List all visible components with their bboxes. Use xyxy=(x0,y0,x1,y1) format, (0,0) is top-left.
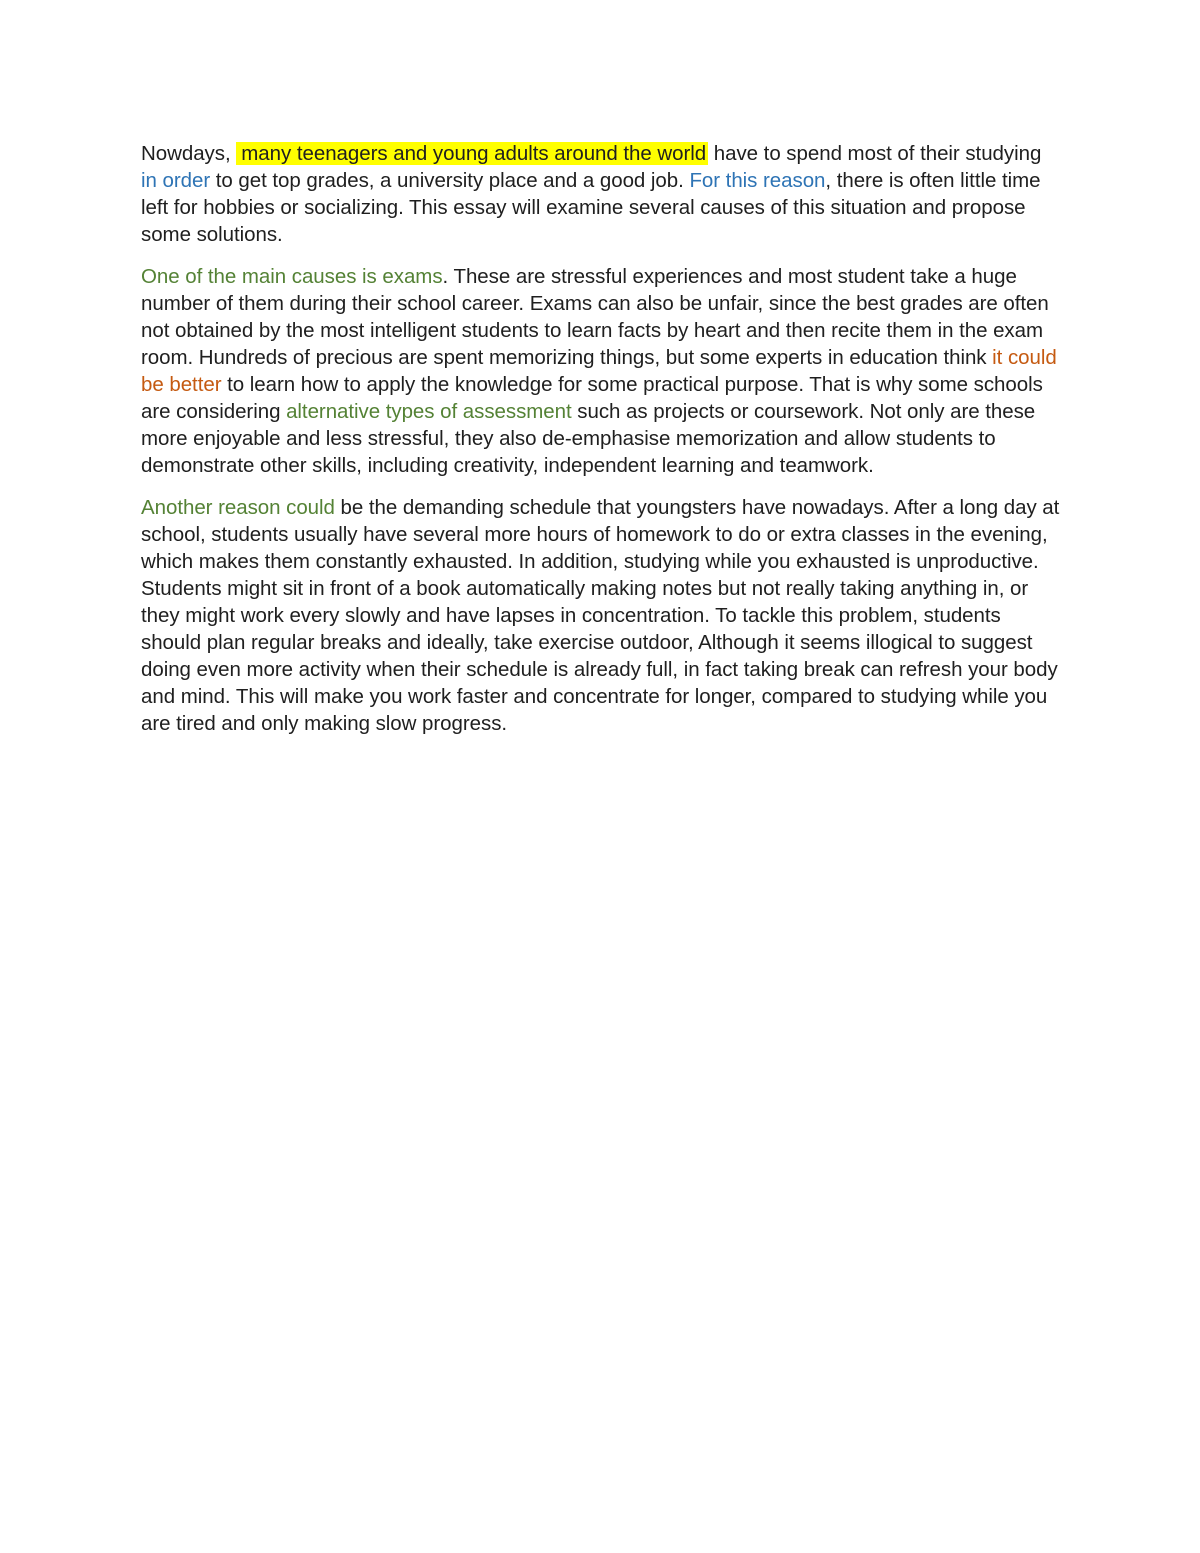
text-segment: have to spend most of their studying xyxy=(708,142,1042,165)
highlighted-phrase: many teenagers and young adults around the world xyxy=(236,142,708,165)
text-segment: Nowdays, xyxy=(141,142,237,165)
green-phrase: One of the main causes is exams xyxy=(141,265,443,288)
paragraph-schedule xyxy=(141,494,1061,737)
text-segment: to get top grades, a university place and a good job. xyxy=(210,169,690,192)
text-segment: to learn how to apply the knowledge for some practical purpose. That is why some schools are considering xyxy=(141,373,1043,423)
text-segment: be the demanding schedule that youngsters have nowadays. After a long day at school, students usually have several more hours of homework to do or extra classes in the evening, which makes them constantly exhausted. In addition, studying while you exhausted is unproductive. Students might sit in front of a book automatically making notes but not really taking anything in, or they might work every slowly and have lapses in concentration. To tackle this problem, students should plan regular breaks and ideally, take exercise outdoor, Although it seems illogical to suggest doing even more activity when their schedule is already full, in fact taking break can refresh your body and mind. This will make you work faster and concentrate for longer, compared to studying while you are tired and only making slow progress. xyxy=(141,496,1060,735)
text-segment: such as projects or coursework. Not only are these more enjoyable and less stressful, they also de-emphasise memorization and allow students to demonstrate other skills, including creativity, independent learning and teamwork. xyxy=(141,400,1036,477)
paragraph-introduction xyxy=(141,140,1061,248)
text-segment: . These are stressful experiences and most student take a huge number of them during their school career. Exams can also be unfair, since the best grades are often not obtained by the most intelligent students to learn facts by heart and then recite them in the exam room. Hundreds of precious are spent memorizing things, but some experts in education think xyxy=(141,265,1049,369)
green-phrase: alternative types of assessment xyxy=(286,400,572,423)
blue-phrase: For this reason xyxy=(689,169,826,192)
green-phrase: Another reason could xyxy=(141,496,335,519)
document-body xyxy=(141,140,1061,752)
paragraph-exams xyxy=(141,263,1061,479)
blue-phrase: in order xyxy=(141,169,211,192)
brown-phrase: it could be better xyxy=(141,346,1057,396)
text-segment: , there is often little time left for hobbies or socializing. This essay will examine several causes of this situation and propose some solutions. xyxy=(141,169,1041,246)
